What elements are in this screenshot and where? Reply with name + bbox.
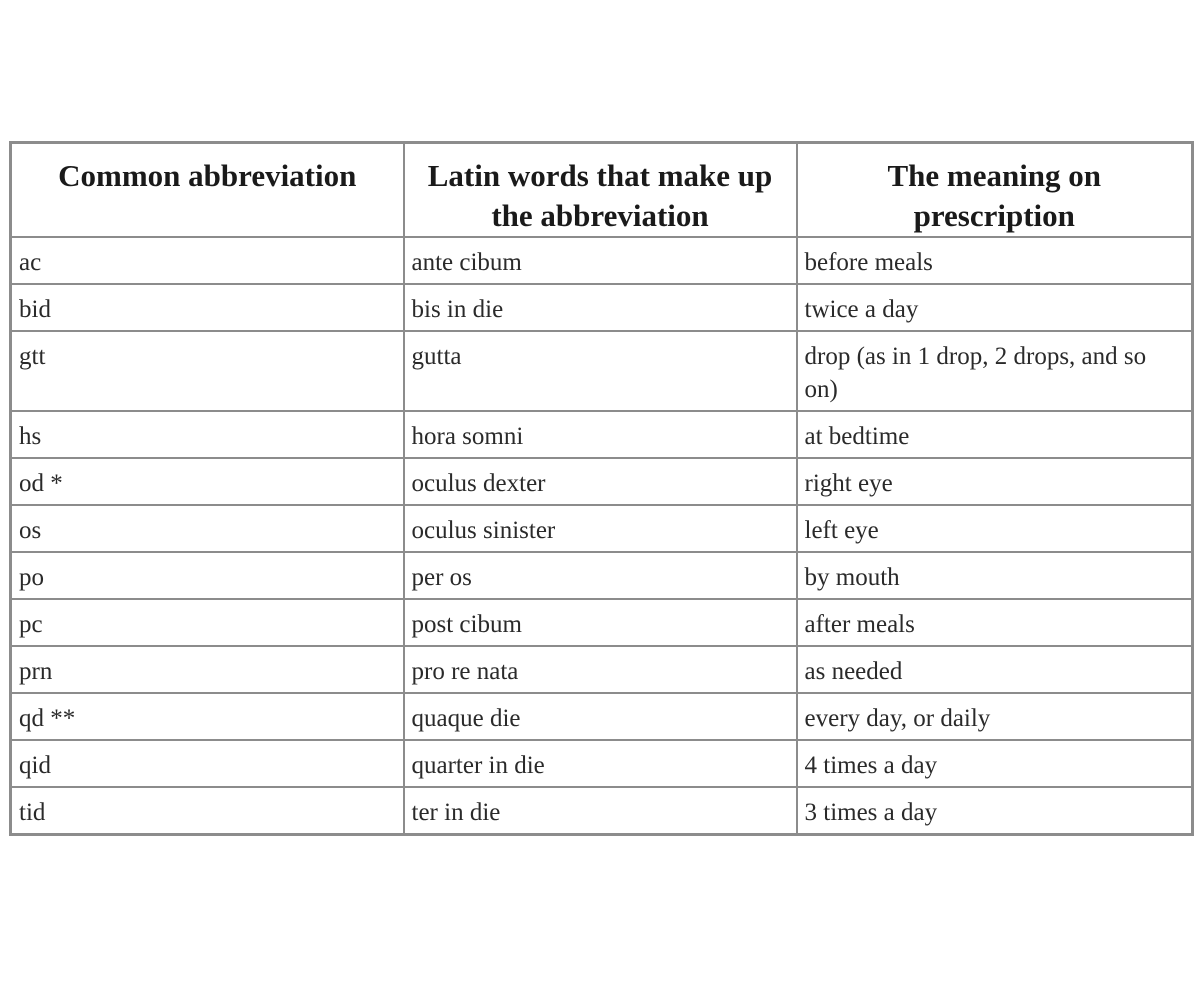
header-latin-words: Latin words that make up the abbreviation	[404, 143, 797, 238]
abbreviation-cell: po	[11, 552, 404, 599]
latin-cell: post cibum	[404, 599, 797, 646]
abbreviation-cell: gtt	[11, 331, 404, 411]
table-row	[11, 740, 1193, 787]
table-row	[11, 552, 1193, 599]
table-row	[11, 331, 1193, 411]
abbreviation-cell: bid	[11, 284, 404, 331]
meaning-cell: every day, or daily	[797, 693, 1193, 740]
header-meaning: The meaning on prescription	[797, 143, 1193, 238]
meaning-cell: drop (as in 1 drop, 2 drops, and so on)	[797, 331, 1193, 411]
meaning-cell: left eye	[797, 505, 1193, 552]
latin-cell: quaque die	[404, 693, 797, 740]
latin-cell: per os	[404, 552, 797, 599]
header-abbreviation: Common abbreviation	[11, 143, 404, 238]
table-row	[11, 693, 1193, 740]
abbreviation-cell: hs	[11, 411, 404, 458]
table-row	[11, 411, 1193, 458]
latin-cell: oculus dexter	[404, 458, 797, 505]
abbreviation-cell: ac	[11, 237, 404, 284]
header-row	[11, 143, 1193, 238]
abbreviation-cell: od *	[11, 458, 404, 505]
abbreviation-cell: qid	[11, 740, 404, 787]
latin-cell: pro re nata	[404, 646, 797, 693]
meaning-cell: 4 times a day	[797, 740, 1193, 787]
meaning-cell: right eye	[797, 458, 1193, 505]
latin-cell: bis in die	[404, 284, 797, 331]
latin-cell: ante cibum	[404, 237, 797, 284]
table-row	[11, 599, 1193, 646]
meaning-cell: before meals	[797, 237, 1193, 284]
abbreviation-cell: pc	[11, 599, 404, 646]
meaning-cell: twice a day	[797, 284, 1193, 331]
meaning-cell: 3 times a day	[797, 787, 1193, 834]
latin-cell: hora somni	[404, 411, 797, 458]
abbreviation-cell: qd **	[11, 693, 404, 740]
table-row	[11, 646, 1193, 693]
abbreviation-cell: os	[11, 505, 404, 552]
meaning-cell: as needed	[797, 646, 1193, 693]
abbreviation-cell: tid	[11, 787, 404, 834]
latin-cell: oculus sinister	[404, 505, 797, 552]
abbreviation-cell: prn	[11, 646, 404, 693]
table-row	[11, 505, 1193, 552]
abbreviation-table	[9, 141, 1194, 836]
latin-cell: gutta	[404, 331, 797, 411]
latin-cell: quarter in die	[404, 740, 797, 787]
table-row	[11, 237, 1193, 284]
table-row	[11, 787, 1193, 834]
table-row	[11, 458, 1193, 505]
table-row	[11, 284, 1193, 331]
meaning-cell: by mouth	[797, 552, 1193, 599]
latin-cell: ter in die	[404, 787, 797, 834]
meaning-cell: at bedtime	[797, 411, 1193, 458]
meaning-cell: after meals	[797, 599, 1193, 646]
